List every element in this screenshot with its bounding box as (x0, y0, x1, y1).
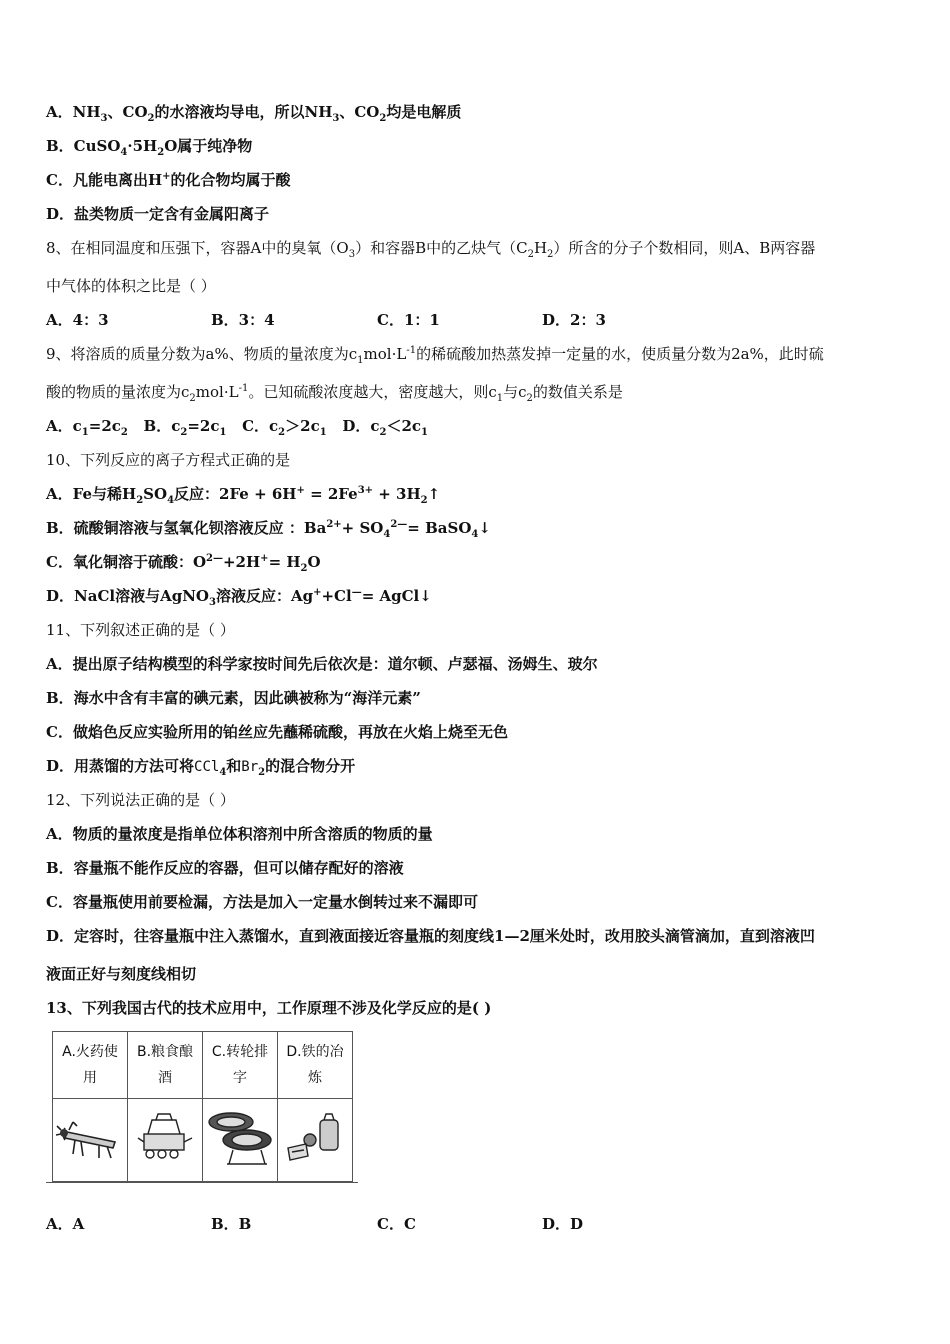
q11-option-d: D．用蒸馏的方法可将CCl$_4$和$Br_2$的混合物分开 (46, 757, 356, 778)
q9-options: A．$c_1=2c_2$ B．$c_2=2c_1$ C．$c_2>2c_1$ D．$c_2<2c_1$ (46, 417, 429, 438)
q13-stem: 13、下列我国古代的技术应用中，工作原理不涉及化学反应的是( ) (46, 999, 492, 1017)
q13-table-underline (46, 1182, 358, 1183)
rotary-typesetting-image (203, 1099, 278, 1182)
q11-option-a: A．提出原子结构模型的科学家按时间先后依次是：道尔顿、卢瑟福、汤姆生、玻尔 (46, 655, 598, 673)
q8-stem-line1: 8、在相同温度和压强下，容器A中的臭氧$(O_3)$和容器B中的乙炔气$(C_2H_2)$所含的分子个数相同，则A、B两容器 (46, 239, 816, 260)
q7-option-a: A．$NH_3$、$CO_2$的水溶液均导电，所以$NH_3$、$CO_2$均是电解质 (46, 103, 462, 124)
q13-option-c: C．C (377, 1215, 416, 1233)
q8-option-a: A．4：3 (46, 311, 109, 329)
q13-option-b: B．B (211, 1215, 252, 1233)
q8-option-d: D．2：3 (542, 311, 606, 329)
q10-option-b: B．硫酸铜溶液与氢氧化钡溶液反应 ：$Ba^{2+}+ SO_4^{2—}=$ BaSO$_4$↓ (46, 519, 491, 540)
q10-stem: 10、下列反应的离子方程式正确的是 (46, 451, 291, 469)
q13-table (52, 1031, 353, 1182)
q13-option-a: A．A (46, 1215, 85, 1233)
q8-stem-line2: 中气体的体积之比是（ ） (46, 277, 216, 295)
q12-option-c: C．容量瓶使用前要检漏，方法是加入一定量水倒转过来不漏即可 (46, 893, 478, 911)
q9-stem-line1: 9、将溶质的质量分数为a%、物质的量浓度为$c_1mol\cdot L^{-1}$的稀硫酸加热蒸发掉一定量的水，使质量分数为2a%，此时硫 (46, 345, 824, 366)
grain-brewing-image (128, 1099, 203, 1182)
q10-option-d: D．NaCl溶液与AgNO$_3$溶液反应：Ag++Cl—= AgCl↓ (46, 587, 432, 608)
q12-option-a: A．物质的量浓度是指单位体积溶剂中所含溶质的物质的量 (46, 825, 433, 843)
q7-option-b: B．$CuSO_4\cdot 5H_2O$属于纯净物 (46, 137, 253, 158)
q10-option-a: A．Fe与稀$H_2SO_4$反应：$2Fe + 6H^+ = 2Fe^{3+}$ + $3H_2↑$ (46, 485, 441, 506)
q13-table-cell-b: B.粮食酿 酒 (128, 1032, 203, 1099)
q11-stem: 11、下列叙述正确的是（ ） (46, 621, 235, 639)
q7-option-c: C．凡能电离出H+的化合物均属于酸 (46, 171, 291, 189)
q7-option-d: D．盐类物质一定含有金属阳离子 (46, 205, 270, 223)
q13-table-cell-a: A.火药使 用 (53, 1032, 128, 1099)
q12-stem: 12、下列说法正确的是（ ） (46, 791, 235, 809)
q8-option-c: C．1：1 (377, 311, 440, 329)
q11-option-b: B．海水中含有丰富的碘元素，因此碘被称为“海洋元素” (46, 689, 421, 707)
q13-table-cell-d: D.铁的冶 炼 (278, 1032, 353, 1099)
q12-option-d-line1: D．定容时，往容量瓶中注入蒸馏水，直到液面接近容量瓶的刻度线1—2厘米处时，改用胶头滴管滴加，直到溶液凹 (46, 927, 815, 945)
gunpowder-image (53, 1099, 128, 1182)
q10-option-c: C．氧化铜溶于硫酸：$O^{2—}+2H^+= H_2O$ (46, 553, 321, 574)
q13-option-d: D．D (542, 1215, 584, 1233)
q12-option-b: B．容量瓶不能作反应的容器，但可以储存配好的溶液 (46, 859, 404, 877)
q8-option-b: B．3：4 (211, 311, 275, 329)
q11-option-c: C．做焰色反应实验所用的铂丝应先蘸稀硫酸，再放在火焰上烧至无色 (46, 723, 508, 741)
iron-smelting-image (278, 1099, 353, 1182)
q13-table-cell-c: C.转轮排 字 (203, 1032, 278, 1099)
q9-stem-line2: 酸的物质的量浓度为$c_2mol\cdot L^{-1}$。已知硫酸浓度越大，密度越大，则$c_1$与$c_2$的数值关系是 (46, 383, 623, 404)
q12-option-d-line2: 液面正好与刻度线相切 (46, 965, 197, 983)
